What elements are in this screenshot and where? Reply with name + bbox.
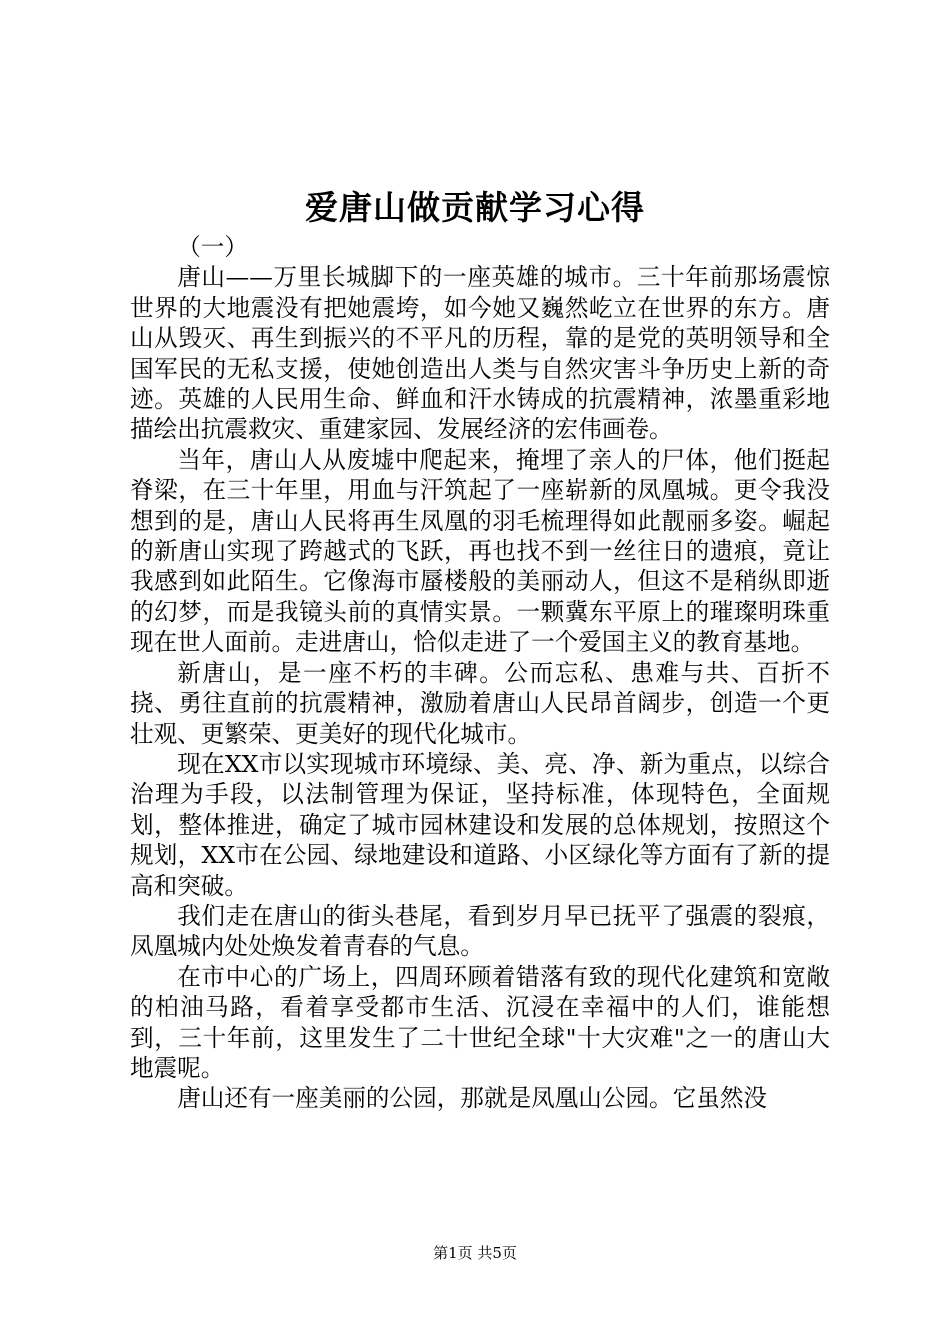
section-label: （一） — [177, 233, 248, 261]
paragraph-6: 在市中心的广场上，四周环顾着错落有致的现代化建筑和宽敞的柏油马路，看着享受都市生活、沉浸在幸福中的人们，谁能想到，三十年前，这里发生了二十世纪全球"十大灾难"之一的唐山大地震呢。 — [130, 962, 830, 1082]
document-title: 爱唐山做贡献学习心得 — [305, 188, 645, 227]
paragraph-4: 现在XX市以实现城市环境绿、美、亮、净、新为重点，以综合治理为手段，以法制管理为保证，坚持标准，体现特色，全面规划，整体推进，确定了城市园林建设和发展的总体规划，按照这个规划，XX市在公园、绿地建设和道路、小区绿化等方面有了新的提高和突破。 — [130, 749, 830, 900]
paragraph-1: 唐山——万里长城脚下的一座英雄的城市。三十年前那场震惊世界的大地震没有把她震垮，如今她又巍然屹立在世界的东方。唐山从毁灭、再生到振兴的不平凡的历程，靠的是党的英明领导和全国军民的无私支援，使她创造出人类与自然灾害斗争历史上新的奇迹。英雄的人民用生命、鲜血和汗水铸成的抗震精神，浓墨重彩地描绘出抗震救灾、重建家园、发展经济的宏伟画卷。 — [130, 263, 830, 444]
paragraph-2: 当年，唐山人从废墟中爬起来，掩埋了亲人的尸体，他们挺起脊梁，在三十年里，用血与汗筑起了一座崭新的凤凰城。更令我没想到的是，唐山人民将再生凤凰的羽毛梳理得如此靓丽多姿。崛起的新唐山实现了跨越式的飞跃，再也找不到一丝往日的遗痕，竟让我感到如此陌生。它像海市蜃楼般的美丽动人，但这不是稍纵即逝的幻梦，而是我镜头前的真情实景。一颗冀东平原上的璀璨明珠重现在世人面前。走进唐山，恰似走进了一个爱国主义的教育基地。 — [130, 445, 830, 657]
paragraph-3: 新唐山，是一座不朽的丰碑。公而忘私、患难与共、百折不挠、勇往直前的抗震精神，激励着唐山人民昂首阔步，创造一个更壮观、更繁荣、更美好的现代化城市。 — [130, 658, 830, 748]
page-footer: 第1页 共5页 — [433, 1244, 517, 1262]
document-body — [130, 232, 830, 1114]
paragraph-7: 唐山还有一座美丽的公园，那就是凤凰山公园。它虽然没 — [177, 1084, 768, 1113]
paragraph-5: 我们走在唐山的街头巷尾，看到岁月早已抚平了强震的裂痕，凤凰城内处处焕发着青春的气息。 — [130, 901, 830, 961]
